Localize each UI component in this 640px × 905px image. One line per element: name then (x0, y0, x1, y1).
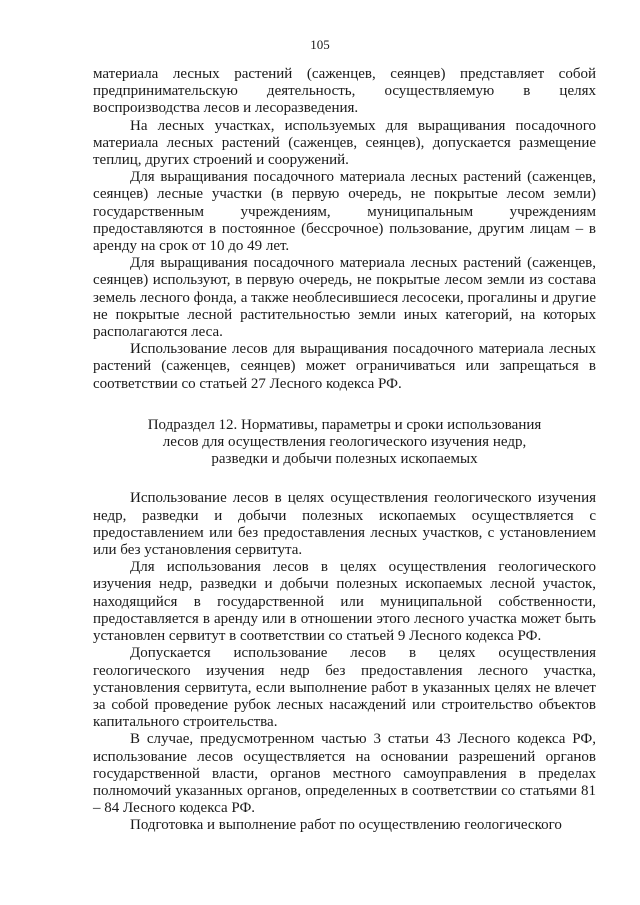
section-heading (93, 417, 596, 469)
paragraph: материала лесных растений (саженцев, сеянцев) представляет собой предпринимательскую деятельность, осуществляемую в целях воспроизводства лесов и лесоразведения. (93, 66, 596, 117)
paragraph: Для выращивания посадочного материала лесных растений (саженцев, сеянцев) лесные участки (в первую очередь, не покрытые лесом земли) государственным учреждениям, муниципальным учреждениям предоставляются в постоянное (бессрочное) пользование, другим лицам – в аренду на срок от 10 до 49 лет. (93, 169, 596, 255)
paragraph: Использование лесов в целях осуществления геологического изучения недр, разведки и добычи полезных ископаемых осуществляется с предоставлением или без предоставления лесных участков, с установлением или без установления сервитута. (93, 490, 596, 559)
paragraph: В случае, предусмотренном частью 3 статьи 43 Лесного кодекса РФ, использование лесов осуществляется на основании разрешений органов государственной власти, органов местного самоуправления в пределах полномочий указанных органов, определенных в соответствии со статьями 81 – 84 Лесного кодекса РФ. (93, 731, 596, 817)
paragraph: Подготовка и выполнение работ по осуществлению геологического (130, 817, 562, 834)
paragraph: На лесных участках, используемых для выращивания посадочного материала лесных растений (саженцев, сеянцев), допускается размещение теплиц, других строений и сооружений. (93, 117, 596, 169)
page-content (93, 66, 596, 835)
section-heading-line: разведки и добычи полезных ископаемых (211, 451, 478, 468)
section-heading-line: лесов для осуществления геологического изучения недр, (162, 434, 527, 451)
page-number: 105 (310, 37, 330, 52)
section-heading-line: Подраздел 12. Нормативы, параметры и сроки использования (147, 416, 542, 433)
paragraph: Использование лесов для выращивания посадочного материала лесных растений (саженцев, сеянцев) может ограничиваться или запрещаться в соответствии со статьей 27 Лесного кодекса РФ. (93, 341, 596, 392)
paragraph: Для выращивания посадочного материала лесных растений (саженцев, сеянцев) используют, в первую очередь, не покрытые лесом земли из состава земель лесного фонда, а также необлесившиеся лесосеки, прогалины и другие не покрытые лесной растительностью земли иных категорий, на которых располагаются леса. (93, 255, 596, 341)
paragraph: Для использования лесов в целях осуществления геологического изучения недр, разведки и добычи полезных ископаемых лесной участок, находящийся в государственной или муниципальной собственности, предоставляется в аренду или в отношении этого лесного участка может быть установлен сервитут в соответствии со статьей 9 Лесного кодекса РФ. (93, 559, 596, 645)
paragraph: Допускается использование лесов в целях осуществления геологического изучения недр без предоставления лесного участка, установления сервитута, если выполнение работ в указанных целях не влечет за собой проведение рубок лесных насаждений или строительство объектов капитального строительства. (93, 645, 596, 731)
